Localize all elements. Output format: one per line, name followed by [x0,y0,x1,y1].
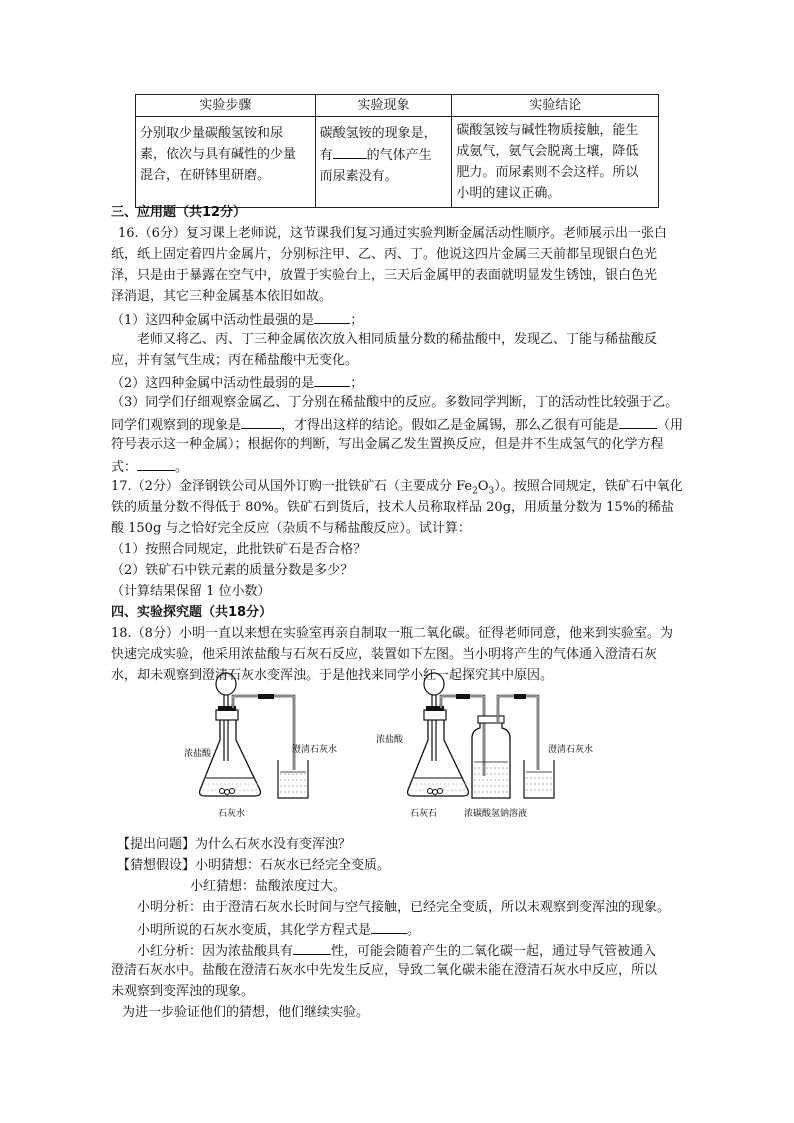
cell-phenomenon [315,117,452,208]
q16-text: 式： [111,460,138,475]
q17-line: （1）按照合同规定，此批铁矿石是否合格？ [111,542,367,557]
cell-line [320,144,448,166]
table-header-row [136,95,659,117]
q18-final: 为进一步验证他们的猜想，他们继续实验。 [122,1005,370,1020]
q16-sub3-line: （3）同学们仔细观察金属乙、丁分别在稀盐酸中的反应。多数同学判断，丁的活动性比较强于乙。 [111,395,679,410]
q16-text: 。 [175,460,189,475]
cell-line: 分别取少量碳酸氢铵和尿 [140,126,284,141]
q17-line: 酸 150g 与之恰好完全反应（杂质不与稀盐酸反应）。试计算： [111,521,471,536]
q16-line: 纸，纸上固定着四片金属片，分别标注甲、乙、丙、丁。他说这四片金属三天前都呈现银白色光 [111,247,658,262]
section-title: 三、应用题（共12分） [111,205,247,220]
q18-analysis [137,919,420,941]
q17-text: O [477,479,489,494]
q17-line: 铁的质量分数不得低于 80%。铁矿石到货后，技术人员称取样品 20g，用质量分数为 15%的稀盐 [111,500,675,515]
label-bottom: 石灰水 [218,809,246,819]
flask-icon [408,720,469,796]
wash-bottle-icon [472,722,510,798]
q16-sub2 [111,372,363,394]
q18-line: 快速完成实验，他采用浓盐酸与石灰石反应，装置如下左图。当小明将产生的气体通入澄清石灰 [111,647,658,662]
q18-hypothesis: 【猜想假设】小明猜想：石灰水已经完全变质。 [117,858,391,873]
cell-line: 肥力。而尿素则不会这样。所以 [456,165,639,180]
q16-teacher-line: 应，并有氢气生成；丙在稀盐酸中无变化。 [111,353,359,368]
q17-text: ）。按照合同规定，铁矿石中氧化 [494,479,683,494]
q18-text: 性，可能会随着产生的二氧化碳一起，通过导气管被通入 [331,944,657,959]
q16-text: ，才得出这样的结论。假如乙是金属锡，那么乙很有可能是 [281,418,620,433]
q16-sub3-line [111,414,683,436]
cell-line: 小明的建议正确。 [456,186,561,201]
q16-line: 泽，只是由于暴露在空气中，放置于实验台上，三天后金属甲的表面就明显发生锈蚀，银白色光 [111,268,658,283]
section-title: 四、实验探究题（共18分） [111,605,273,620]
stopper [216,710,238,720]
label-limewater: 澄清石灰水 [292,745,338,755]
q16-sub1-end: ； [350,313,364,328]
table-row [136,117,659,208]
q18-analysis: 澄清石灰水中。盐酸在澄清石灰水中先发生反应，导致二氧化碳未能在澄清石灰水中反应，所以 [111,963,658,978]
rubber-tube [514,694,526,699]
q18-analysis: 小明分析：由于澄清石灰水长时间与空气接触，已经完全变质，所以未观察到变浑浊的现象。 [137,900,671,915]
cell-conclusion [452,117,659,208]
q16-sub2-text: （2）这四种金属中活动性最弱的是 [111,376,315,391]
answer-blank[interactable] [314,372,350,387]
answer-blank[interactable] [371,919,407,934]
answer-blank[interactable] [241,414,281,429]
answer-blank[interactable] [619,414,657,429]
q18-question: 【提出问题】为什么石灰水没有变浑浊？ [117,837,352,852]
q16-line: 16.（6分）复习课上老师说，这节课我们复习通过实验判断金属活动性顺序。老师展示出一张白 [118,226,667,241]
q18-line: 水，却未观察到澄清石灰水变浑浊。于是他找来同学小红一起探究其中原因。 [111,668,554,683]
answer-blank[interactable] [314,309,350,324]
cell-line: 成氨气，氨气会脱离土壤，降低 [456,144,639,159]
label-stone: 石灰石 [410,809,438,819]
subscript: 3 [488,486,495,497]
delivery-tube [441,696,484,776]
label-limewater: 澄清石灰水 [548,745,594,755]
q17-text: 17.（2分）金泽钢铁公司从国外订购一批铁矿石（主要成分 Fe [111,479,473,494]
stopper [424,710,446,720]
delivery-tube [233,696,294,770]
q16-sub3-line [111,456,188,478]
cell-text: 的气体产生 [366,148,432,163]
delivery-tube [498,696,538,770]
apparatus-left [180,666,340,826]
rubber-tube [456,694,470,699]
experiment-table [135,94,659,208]
header-steps: 实验步骤 [136,95,316,117]
q16-teacher-line: 老师又将乙、丙、丁三种金属依次放入相同质量分数的稀盐酸中，发现乙、丁能与稀盐酸反 [137,332,658,347]
header-conclusion: 实验结论 [452,95,659,117]
cell-line: 碳酸氢铵与碱性物质接触，能生 [456,123,639,138]
apparatus-right [372,666,594,826]
label-acid: 浓盐酸 [184,749,212,759]
cell-text: 有 [319,148,333,163]
rubber-tube [258,694,274,699]
q16-text: （用 [657,418,684,433]
limestone-icon [220,789,235,795]
cell-line: 素，依次与具有碱性的少量 [140,147,297,162]
q16-text: 同学们观察到的现象是 [111,418,242,433]
answer-blank[interactable] [333,144,367,159]
subscript: 2 [472,486,478,497]
label-bottle: 浓碳酸氢钠溶液 [464,809,528,819]
q17-line: （计算结果保留 1 位小数） [111,584,271,599]
cell-line: 混合，在研钵里研磨。 [140,168,271,183]
q18-text: 小红分析：因为浓盐酸具有 [137,944,294,959]
q18-text: 小明所说的石灰水变质，其化学方程式是 [137,923,372,938]
header-phenomenon: 实验现象 [315,95,452,117]
q17-line: （2）铁矿石中铁元素的质量分数是多少？ [111,563,354,578]
answer-blank[interactable] [137,456,175,471]
label-acid: 浓盐酸 [376,735,404,745]
q18-line: 18.（8分）小明一直以来想在实验室再亲自制取一瓶二氧化碳。征得老师同意，他来到实验室。为 [111,626,673,641]
limestone-icon [428,789,443,795]
answer-blank[interactable] [293,940,331,955]
q18-hypothesis: 小红猜想：盐酸浓度过大。 [190,879,347,894]
q18-text: 。 [407,923,421,938]
cell-line: 而尿素没有。 [319,169,398,184]
q16-line: 泽消退，其它三种金属基本依旧如故。 [111,289,333,304]
q16-sub3-line: 符号表示这一种金属）；根据你的判断，写出金属乙发生置换反应，但是并不生成氢气的化学方程 [111,437,664,452]
q16-sub1-text: （1）这四种金属中活动性最强的是 [111,313,315,328]
cell-line: 碳酸氢铵的现象是， [319,126,437,141]
q18-analysis: 未观察到变浑浊的现象。 [111,984,255,999]
q18-analysis [137,940,656,962]
q16-sub1 [111,309,363,331]
cell-steps [136,117,316,208]
q16-sub2-end: ； [350,376,364,391]
